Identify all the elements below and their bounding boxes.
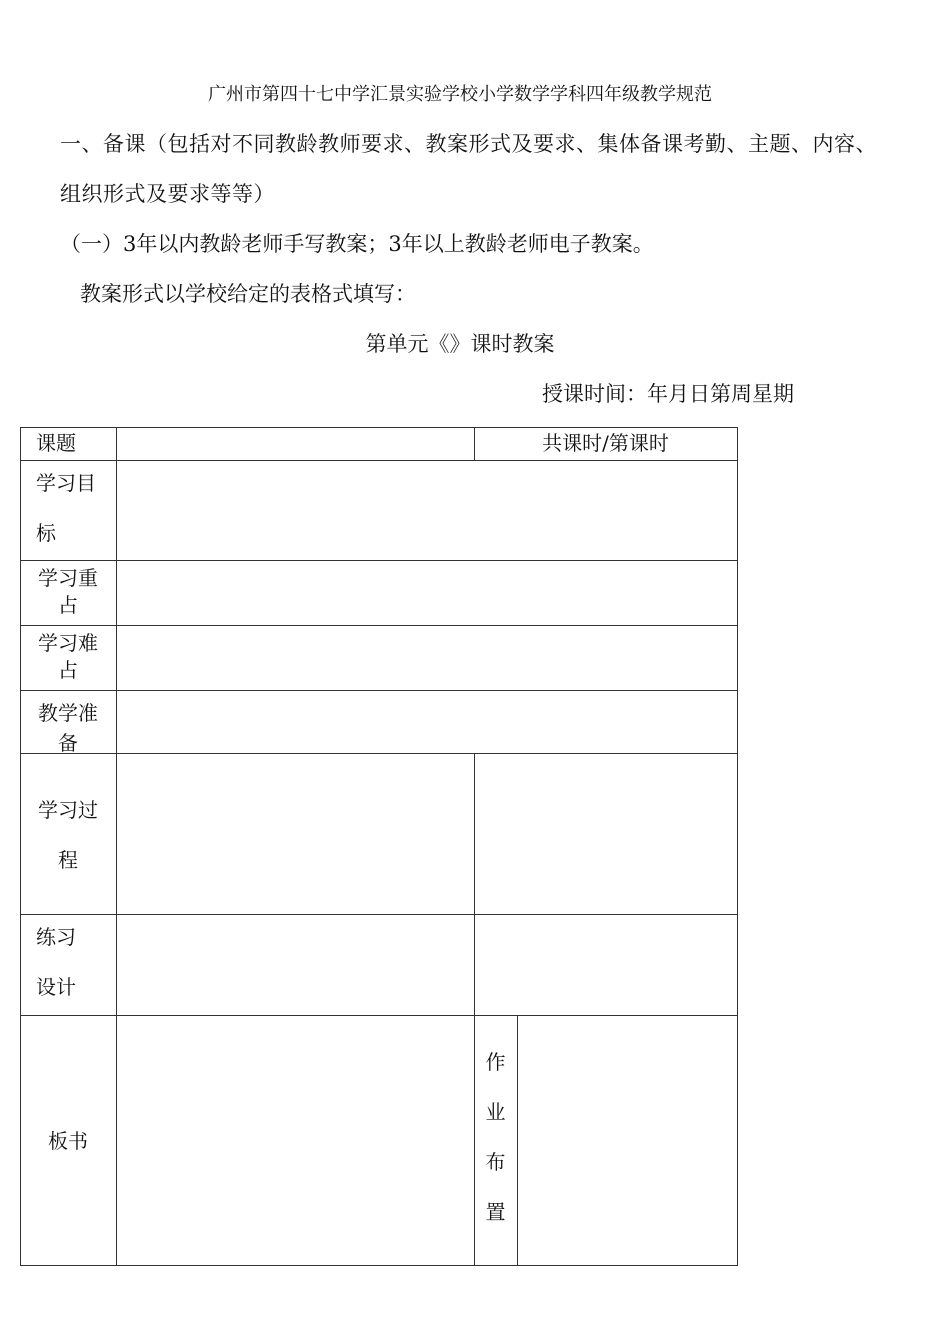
exercise-design-label-line2: 设计 bbox=[36, 975, 76, 999]
subsection-text: （一）3年以内教龄老师手写教案；3年以上教龄老师电子教案。 bbox=[60, 232, 654, 256]
section-heading-continued: 组织形式及要求等等） bbox=[60, 182, 275, 206]
teaching-prep-label: 教学准 备 bbox=[38, 701, 98, 755]
topic-label: 课题 bbox=[36, 431, 76, 455]
form-date-line: 授课时间：年月日第周星期 bbox=[542, 382, 794, 406]
intro-text: 教案形式以学校给定的表格式填写： bbox=[80, 282, 416, 306]
document-title: 广州市第四十七中学汇景实验学校小学数学学科四年级教学规范 bbox=[208, 84, 712, 105]
key-point-label: 学习重 占 bbox=[38, 566, 98, 617]
homework-label: 作 业 布 置 bbox=[485, 1050, 506, 1224]
difficulty-label: 学习难 占 bbox=[38, 631, 98, 682]
learning-goal-label-line2: 标 bbox=[36, 521, 56, 545]
learning-process-label-line1: 学习过 bbox=[38, 798, 98, 822]
lesson-count-label: 共课时/第课时 bbox=[542, 431, 669, 455]
form-title: 第单元《》课时教案 bbox=[365, 332, 555, 356]
learning-goal-label-line1: 学习目 bbox=[36, 471, 96, 495]
exercise-design-label-line1: 练习 bbox=[36, 925, 76, 949]
blackboard-label: 板书 bbox=[48, 1129, 88, 1153]
section-heading: 一、备课（包括对不同教龄教师要求、教案形式及要求、集体备课考勤、主题、内容、 bbox=[60, 132, 877, 156]
learning-process-label-line2: 程 bbox=[58, 848, 78, 872]
